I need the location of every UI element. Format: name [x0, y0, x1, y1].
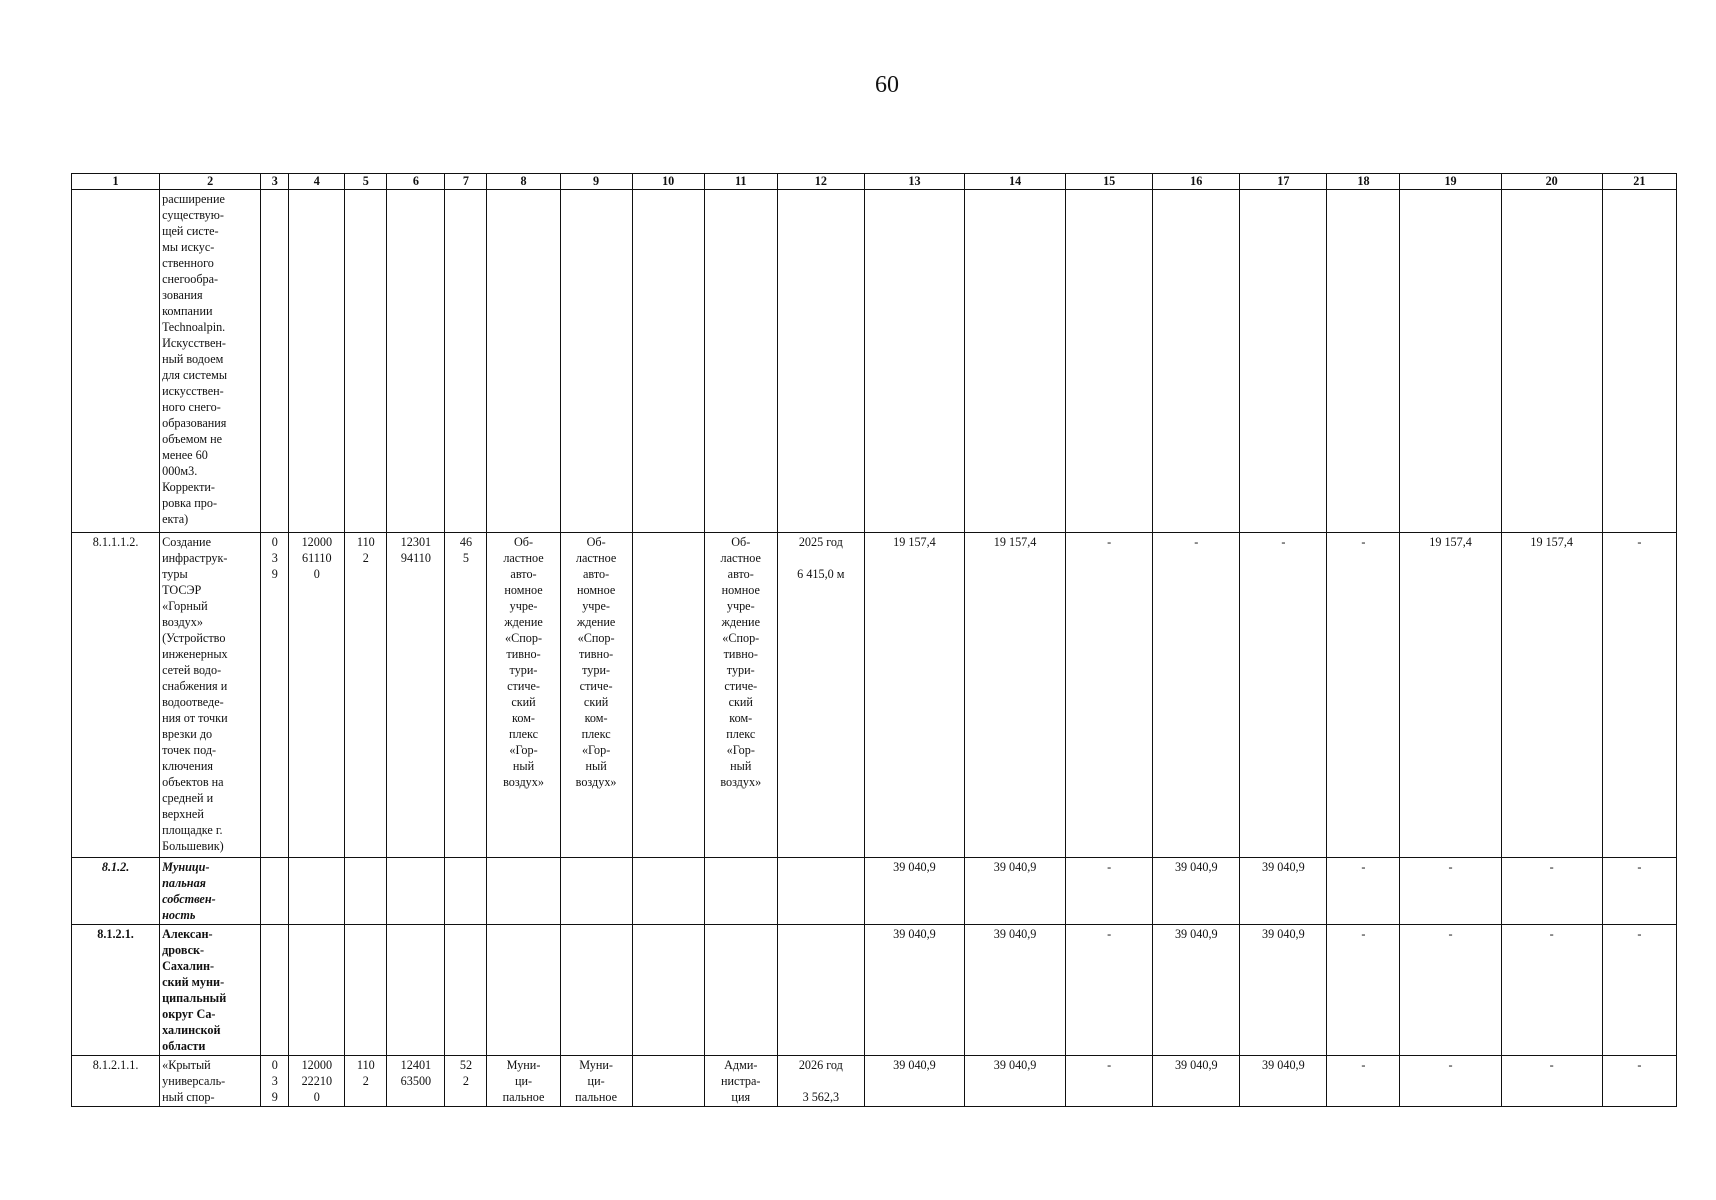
table-cell: 8.1.2.: [72, 858, 160, 925]
table-cell: [487, 925, 560, 1056]
header-cell: 8: [487, 174, 560, 190]
table-cell: [345, 858, 387, 925]
table-cell: [1153, 190, 1240, 533]
table-cell: [632, 858, 704, 925]
header-cell: 1: [72, 174, 160, 190]
table-cell: [289, 190, 345, 533]
table-cell: [261, 925, 289, 1056]
table-cell: [777, 925, 864, 1056]
table-cell: [1602, 190, 1676, 533]
table-cell: 0 3 9: [261, 533, 289, 858]
table-cell: -: [1501, 925, 1602, 1056]
table-cell: [345, 925, 387, 1056]
table-cell: [487, 190, 560, 533]
table-cell: [1066, 190, 1153, 533]
table-cell: [345, 190, 387, 533]
table-cell: [387, 190, 445, 533]
table-cell: 2026 год 3 562,3: [777, 1056, 864, 1107]
header-cell: 18: [1327, 174, 1400, 190]
table-cell: [704, 858, 777, 925]
table-cell: 39 040,9: [864, 925, 964, 1056]
header-cell: 14: [965, 174, 1066, 190]
header-cell: 20: [1501, 174, 1602, 190]
header-cell: 16: [1153, 174, 1240, 190]
table-cell: 39 040,9: [1240, 925, 1327, 1056]
table-cell: Об- ластное авто- номное учре- ждение «Спор- тивно- тури- стиче- ский ком- плекс «Гор- ный воздух»: [704, 533, 777, 858]
table-cell: -: [1066, 858, 1153, 925]
table-cell: [632, 190, 704, 533]
table-cell: -: [1066, 925, 1153, 1056]
table-cell: Муници- пальная собствен- ность: [160, 858, 261, 925]
table-cell: Алексан- дровск- Сахалин- ский муни- ципальный округ Са- халинской области: [160, 925, 261, 1056]
table-cell: -: [1602, 533, 1676, 858]
table-cell: 110 2: [345, 533, 387, 858]
table-cell: 0 3 9: [261, 1056, 289, 1107]
header-cell: 10: [632, 174, 704, 190]
header-cell: 15: [1066, 174, 1153, 190]
table-cell: [1327, 190, 1400, 533]
table-cell: [289, 925, 345, 1056]
table-row: [72, 925, 1677, 1056]
table-cell: -: [1066, 533, 1153, 858]
table-cell: 12401 63500: [387, 1056, 445, 1107]
table-cell: [777, 858, 864, 925]
table-cell: 39 040,9: [965, 858, 1066, 925]
table-cell: 46 5: [445, 533, 487, 858]
table-cell: [445, 858, 487, 925]
table-cell: [261, 190, 289, 533]
table-cell: [289, 858, 345, 925]
table-cell: -: [1240, 533, 1327, 858]
table-cell: 19 157,4: [1400, 533, 1501, 858]
table-cell: [632, 925, 704, 1056]
table-cell: 8.1.1.1.2.: [72, 533, 160, 858]
table-cell: -: [1501, 858, 1602, 925]
budget-table: [71, 173, 1677, 1107]
table-cell: Муни- ци- пальное: [487, 1056, 560, 1107]
table-cell: 39 040,9: [1240, 1056, 1327, 1107]
table-cell: -: [1327, 858, 1400, 925]
header-cell: 11: [704, 174, 777, 190]
table-cell: Муни- ци- пальное: [560, 1056, 632, 1107]
table-cell: 19 157,4: [1501, 533, 1602, 858]
header-cell: 13: [864, 174, 964, 190]
table-cell: -: [1400, 1056, 1501, 1107]
table-cell: Адми- нистра- ция: [704, 1056, 777, 1107]
table-cell: -: [1400, 925, 1501, 1056]
table-cell: [560, 925, 632, 1056]
table-cell: Об- ластное авто- номное учре- ждение «Спор- тивно- тури- стиче- ский ком- плекс «Гор- ный воздух»: [487, 533, 560, 858]
table-cell: [965, 190, 1066, 533]
table-cell: 12000 61110 0: [289, 533, 345, 858]
table-row: [72, 1056, 1677, 1107]
table-cell: 52 2: [445, 1056, 487, 1107]
table-row: [72, 858, 1677, 925]
table-cell: [1400, 190, 1501, 533]
table-cell: 110 2: [345, 1056, 387, 1107]
table-cell: 39 040,9: [1240, 858, 1327, 925]
table-cell: -: [1066, 1056, 1153, 1107]
table-cell: -: [1327, 1056, 1400, 1107]
table-cell: -: [1153, 533, 1240, 858]
table-cell: 39 040,9: [1153, 925, 1240, 1056]
header-cell: 19: [1400, 174, 1501, 190]
table-cell: [560, 190, 632, 533]
table-cell: [72, 190, 160, 533]
table-cell: -: [1400, 858, 1501, 925]
table-cell: [261, 858, 289, 925]
table-cell: [560, 858, 632, 925]
table-cell: [387, 925, 445, 1056]
table-cell: [632, 1056, 704, 1107]
table-cell: 19 157,4: [965, 533, 1066, 858]
table-cell: 8.1.2.1.1.: [72, 1056, 160, 1107]
table-cell: [777, 190, 864, 533]
header-cell: 17: [1240, 174, 1327, 190]
table-cell: -: [1602, 925, 1676, 1056]
header-row: [72, 174, 1677, 190]
page-number: 60: [875, 72, 899, 98]
table-cell: 39 040,9: [1153, 858, 1240, 925]
table-cell: [445, 190, 487, 533]
table-cell: [632, 533, 704, 858]
table-cell: 39 040,9: [864, 858, 964, 925]
table-cell: [487, 858, 560, 925]
table-cell: 39 040,9: [965, 1056, 1066, 1107]
header-cell: 12: [777, 174, 864, 190]
header-cell: 7: [445, 174, 487, 190]
table-cell: -: [1327, 533, 1400, 858]
table-cell: 2025 год 6 415,0 м: [777, 533, 864, 858]
table-cell: 19 157,4: [864, 533, 964, 858]
table-cell: -: [1602, 1056, 1676, 1107]
header-cell: 3: [261, 174, 289, 190]
table-cell: [445, 925, 487, 1056]
table-cell: -: [1327, 925, 1400, 1056]
header-cell: 2: [160, 174, 261, 190]
table-cell: 12000 22210 0: [289, 1056, 345, 1107]
header-cell: 4: [289, 174, 345, 190]
table-cell: -: [1602, 858, 1676, 925]
table-cell: Создание инфраструк- туры ТОСЭР «Горный воздух» (Устройство инженерных сетей водо- снабжения и водоотведе- ния от точки врезки до точек под- ключения объектов на средней и верхней площадке г. Большевик): [160, 533, 261, 858]
table-cell: «Крытый универсаль- ный спор-: [160, 1056, 261, 1107]
table-cell: 8.1.2.1.: [72, 925, 160, 1056]
header-cell: 6: [387, 174, 445, 190]
table-cell: Об- ластное авто- номное учре- ждение «Спор- тивно- тури- стиче- ский ком- плекс «Гор- ный воздух»: [560, 533, 632, 858]
header-cell: 21: [1602, 174, 1676, 190]
table-cell: 12301 94110: [387, 533, 445, 858]
table-cell: [704, 190, 777, 533]
table-cell: [1501, 190, 1602, 533]
table-cell: расширение существую- щей систе- мы искус- ственного снегообра- зования компании Technoalpin. Искусствен- ный водоем для системы искусствен- ного снего- образования объемом не менее 60 000м3. Корректи- ровка про- екта): [160, 190, 261, 533]
table-cell: -: [1501, 1056, 1602, 1107]
table-cell: 39 040,9: [1153, 1056, 1240, 1107]
header-cell: 5: [345, 174, 387, 190]
table-cell: 39 040,9: [965, 925, 1066, 1056]
table-cell: [864, 190, 964, 533]
table-cell: [387, 858, 445, 925]
table-cell: 39 040,9: [864, 1056, 964, 1107]
table-row: [72, 190, 1677, 533]
table-cell: [1240, 190, 1327, 533]
table-row: [72, 533, 1677, 858]
header-cell: 9: [560, 174, 632, 190]
table-cell: [704, 925, 777, 1056]
